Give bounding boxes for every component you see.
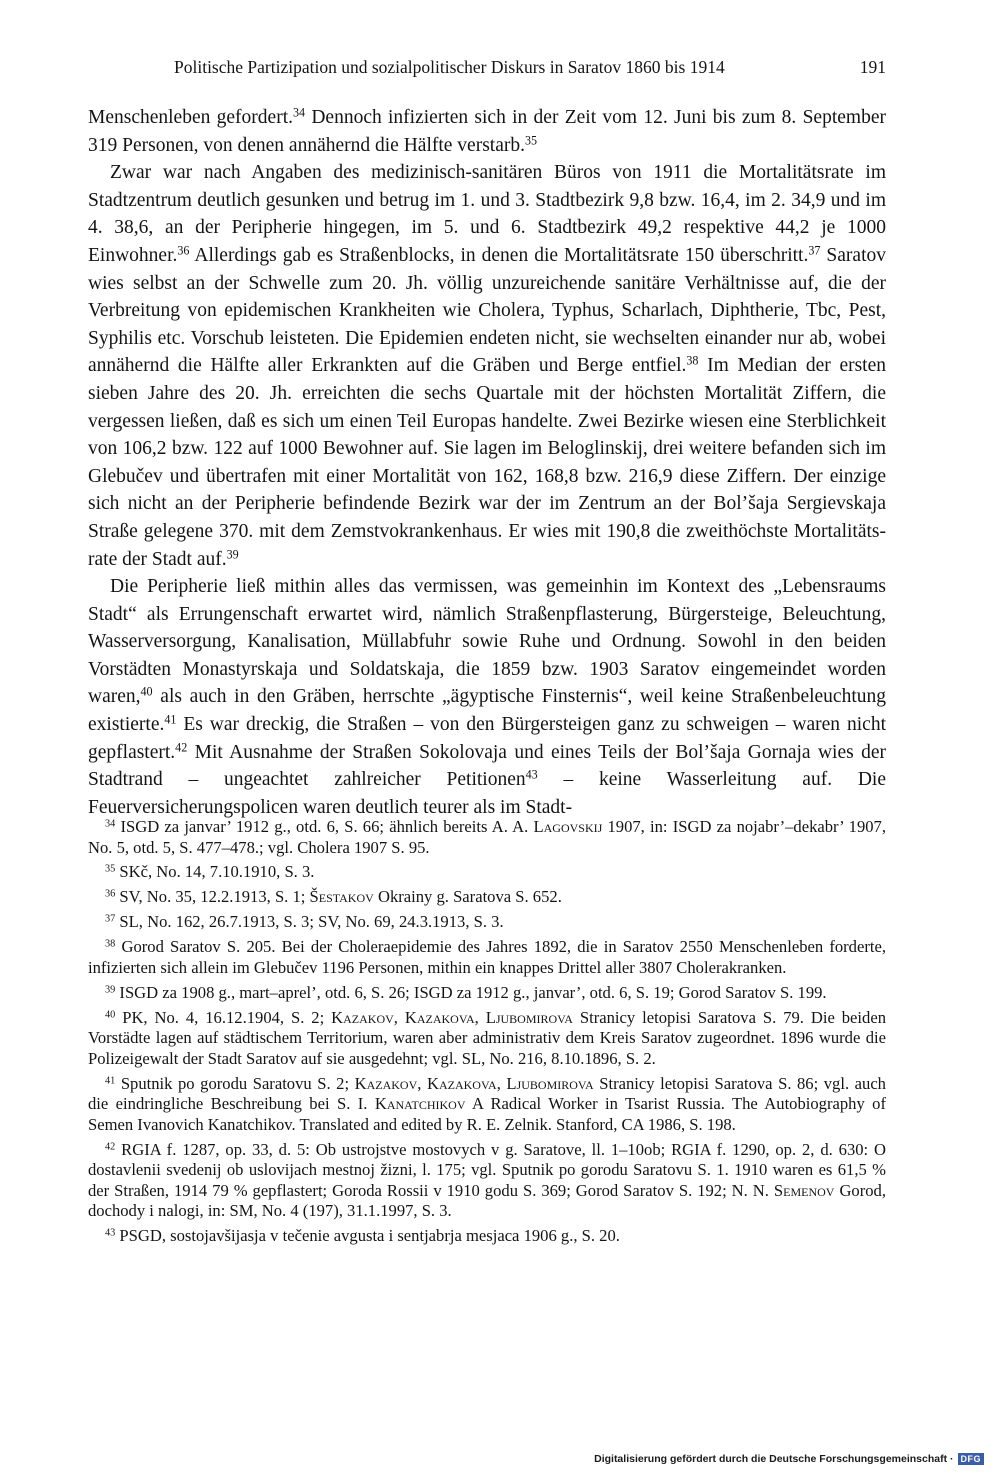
author-name: Lagovskij: [533, 817, 603, 836]
author-name: Šestakov: [309, 887, 374, 907]
paragraph-3: [88, 573, 886, 821]
footnote-41: [88, 1074, 886, 1136]
footnote-number: 35: [105, 863, 116, 875]
main-text: [88, 104, 886, 821]
author-name: Kanatchikov: [374, 1094, 466, 1114]
running-title: Politische Partizipation und sozialpolitischer Diskurs in Saratov 1860 bis 1914: [174, 57, 725, 77]
text-run: Stranicy letopisi Saratova S. 79. Die beiden Vorstädte lagen auf städtischem Territorium, waren aber administrativ dem Kreis Saratov zugeordnet. 1896 wurde die Polizeigewalt der Stadt Saratov auf sie ausgedehnt; vgl. SL, No. 216, 8.10.1896, S. 2.: [88, 1007, 886, 1068]
footnote-number: 43: [105, 1227, 116, 1239]
footnote-34: [88, 817, 886, 858]
footnote-number: 39: [105, 983, 116, 995]
text-run: als auch in den Gräben, herrschte „ägyptische Finsternis“, weil keine Straßenbeleuchtung existierte.: [88, 686, 886, 736]
text-run: Es war dreckig, die Straßen – von den Bürgersteigen ganz zu schweigen – waren nicht gepflastert.: [88, 714, 886, 763]
author-name: Semenov: [773, 1180, 835, 1200]
text-run: Die Peripherie ließ mithin alles das vermissen, was gemeinhin im Kontext des „Lebensraums Stadt“ als Errungenschaft erwartet wird, nämlich Straßenpflasterung, Bürgersteige, Beleuchtung, Wasserversorgung, Kanalisation, Müllabfuhr sowie Ruhe und Ordnung. Sowohl in den beiden Vorstädten Monastyrskaja und Soldatskaja, die 1859 bzw. 1903 Saratov eingemeindet worden waren,: [88, 576, 886, 708]
footnote-38: [88, 937, 886, 978]
footnote-ref-40: 40: [140, 684, 153, 699]
text-run: Gorod Saratov S. 205. Bei der Choleraepidemie des Jahres 1892, die in Saratov 2550 Menschenleben forderte, infizierten sich allein im Glebučev 1196 Personen, mithin ein knappes Drittel aller 3807 Cholerakranken.: [88, 937, 886, 977]
footnote-35: [88, 862, 886, 883]
footnote-ref-42: 42: [175, 740, 188, 755]
footnote-number: 37: [105, 913, 116, 925]
text-run: 1907, in: ISGD za nojabr’–dekabr’ 1907, No. 5, otd. 5, S. 477–478.; vgl. Cholera 1907 S. 95.: [88, 817, 886, 857]
footnote-ref-39: 39: [226, 546, 239, 561]
footnote-number: 38: [105, 938, 116, 950]
footnote-number: 36: [105, 888, 116, 900]
text-run: A Radical Worker in Tsarist Russia. The Autobiography of Semen Ivanovich Kanatchikov. Translated and edited by R. E. Zelnik. Stanford, CA 1986, S. 198.: [88, 1094, 886, 1134]
text-run: Stranicy letopisi Saratova S. 86; vgl. auch die eindringliche Beschreibung bei S. I.: [88, 1073, 886, 1114]
footnote-ref-36: 36: [177, 243, 190, 258]
footnote-ref-35: 35: [524, 132, 538, 147]
footnotes: [88, 817, 886, 1251]
footnote-39: [88, 983, 886, 1004]
text-run: ISGD za janvar’ 1912 g., otd. 6, S. 66; ähnlich bereits A. A.: [115, 817, 534, 836]
paragraph-2: [88, 159, 886, 573]
text-run: Dennoch infizierten sich in der Zeit vom 12. Juni bis zum 8. September 319 Personen, von denen annähernd die Hälfte verstarb.: [88, 107, 886, 156]
footnote-42: [88, 1140, 886, 1222]
text-run: Okrainy g. Saratova S. 652.: [373, 887, 562, 907]
footnote-ref-34: 34: [292, 105, 306, 120]
footnote-43: [88, 1226, 886, 1247]
text-run: PSGD, sostojavšijasja v tečenie avgusta i sentjabrja mesjaca 1906 g., S. 20.: [115, 1226, 620, 1246]
footnote-ref-41: 41: [164, 712, 177, 727]
digitization-credit: [594, 1453, 984, 1465]
text-run: RGIA f. 1287, op. 33, d. 5: Ob ustrojstve mostovych v g. Saratove, ll. 1–10ob; RGIA f. 1290, op. 2, d. 630: O dostavlenii svedenij ob uslovijach mestnoj žizni, l. 175; vgl. Sputnik po gorodu Saratovu S. 1. 1910 waren es 61,5 % der Straßen, 1914 79 % gepflastert; Goroda Rossii v 1910 godu S. 369; Gorod Saratov S. 192; N. N.: [88, 1139, 886, 1200]
text-run: Im Median der ersten sieben Jahre des 20. Jh. erreichten die sechs Quartale mit der höchsten Mortalität Ziffern, die vergessen ließen, daß es sich um einen Teil Europas handelte. Zwei Bezirke wiesen eine Sterblichkeit von 106,2 bzw. 122 auf 1000 Bewohner auf. Sie lagen im Beloglinskij, drei weitere befanden sich im Glebučev und übertrafen mit einer Mortalität von 162, 168,8 bzw. 216,9 diese Ziffern. Der einzige sich nicht an der Peripherie befindende Bezirk war der im Zentrum an der Bol’šaja Sergievskaja Straße gelegene 370. mit dem Zemstvokrankenhaus. Er wies mit 190,8 die zweithöchste Mortalitätsrate der Stadt auf.: [88, 355, 887, 570]
text-run: Gorod, dochody i nalogi, in: SM, No. 4 (197), 31.1.1997, S. 3.: [88, 1180, 886, 1221]
page-number: 191: [859, 57, 886, 77]
footnote-number: 42: [105, 1141, 116, 1153]
text-run: Allerdings gab es Straßenblocks, in denen die Mortalitätsrate 150 überschritt.: [189, 244, 809, 266]
footnote-number: 41: [105, 1074, 116, 1086]
footnote-ref-38: 38: [686, 353, 699, 368]
footnote-ref-43: 43: [525, 767, 538, 782]
footnote-36: [88, 887, 886, 908]
footnote-37: [88, 912, 886, 933]
text-run: SL, No. 162, 26.7.1913, S. 3; SV, No. 69, 24.3.1913, S. 3.: [115, 912, 504, 932]
dfg-logo-icon: DFG: [958, 1453, 985, 1465]
text-run: PK, No. 4, 16.12.1904, S. 2;: [115, 1007, 332, 1027]
text-run: Menschenleben gefordert.: [88, 107, 293, 128]
footnote-number: 40: [105, 1008, 116, 1020]
footnote-ref-37: 37: [808, 243, 821, 258]
text-run: Mit Ausnahme der Straßen Sokolovaja und eines Teils der Bol’šaja Gornaja wies der Stadtrand – ungeachtet zahlreicher Petitionen: [88, 741, 886, 791]
footnote-number: 34: [105, 818, 116, 830]
paragraph-1: [88, 104, 886, 159]
footnote-40: [88, 1008, 886, 1070]
text-run: Zwar war nach Angaben des medizinisch-sanitären Büros von 1911 die Mortalitätsrate im Stadtzentrum deutlich gesunken und betrug im 1. und 3. Stadtbezirk 9,8 bzw. 16,4, im 2. 34,9 und im 4. 38,6, an der Peripherie hingegen, im 5. und 6. Stadtbezirk 49,2 respektive 44,2 je 1000 Einwohner.: [88, 162, 886, 266]
text-run: ISGD za 1908 g., mart–aprel’, otd. 6, S. 26; ISGD za 1912 g., janvar’, otd. 6, S. 19; Gorod Saratov S. 199.: [115, 982, 827, 1002]
text-run: Saratov wies selbst an der Schwelle zum 20. Jh. völlig unzureichende sanitäre Verhältnisse auf, die der Verbreitung von epidemischen Krankheiten wie Cholera, Typhus, Scharlach, Diphtherie, Tbc, Pest, Syphilis etc. Vorschub leisteten. Die Epidemien endeten nicht, sie wechselten einander nur ab, wobei annähernd die Hälfte aller Erkrankten auf die Gräben und Berge entfiel.: [88, 244, 886, 377]
text-run: SKč, No. 14, 7.10.1910, S. 3.: [115, 862, 315, 882]
author-name: Kazakov, Kazakova, Ljubomirova: [331, 1007, 573, 1027]
text-run: Sputnik po gorodu Saratovu S. 2;: [115, 1073, 355, 1093]
credit-text: Digitalisierung gefördert durch die Deutsche Forschungsgemeinschaft ·: [594, 1453, 954, 1465]
author-name: Kazakov, Kazakova, Ljubomirova: [354, 1073, 594, 1093]
text-run: – keine Wasserleitung auf. Die Feuerversicherungspolicen waren deutlich teurer als im Stadt-: [88, 769, 886, 818]
text-run: SV, No. 35, 12.2.1913, S. 1;: [115, 887, 310, 907]
